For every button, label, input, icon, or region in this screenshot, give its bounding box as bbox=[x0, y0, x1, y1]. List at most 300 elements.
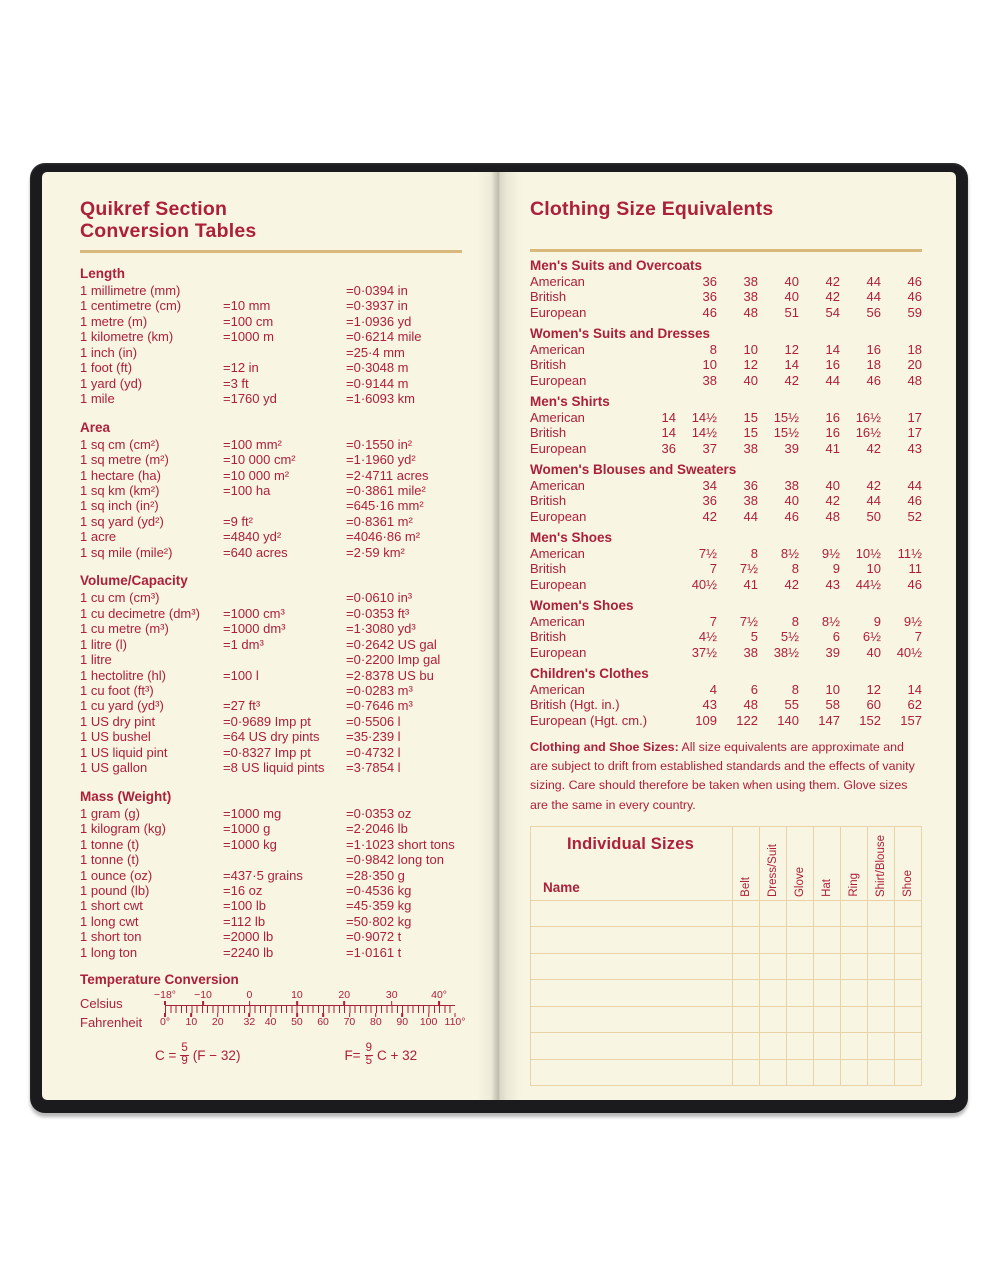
imperial-equivalent: =1·0936 yd bbox=[346, 313, 412, 329]
size-value: 9½ bbox=[903, 613, 922, 629]
imperial-equivalent: =1·1960 yd² bbox=[346, 452, 416, 468]
sizes-note bbox=[530, 738, 922, 815]
size-value: 43 bbox=[825, 576, 840, 592]
unit-label: 1 foot (ft) bbox=[80, 360, 133, 376]
size-value: 46 bbox=[702, 304, 717, 320]
imperial-equivalent: =0·9144 m bbox=[346, 375, 409, 391]
conversion-row bbox=[80, 590, 462, 605]
fraction bbox=[365, 1043, 373, 1067]
imperial-equivalent: =0·8361 m² bbox=[346, 513, 413, 529]
blank-size-cells bbox=[732, 901, 921, 927]
imperial-equivalent: =50·802 kg bbox=[346, 913, 412, 929]
size-value: 46 bbox=[784, 508, 799, 524]
blank-size-cell bbox=[894, 901, 921, 927]
unit-label: 1 short cwt bbox=[80, 898, 143, 914]
imperial-equivalent: =0·3861 mile² bbox=[346, 482, 426, 498]
fahrenheit-tick bbox=[186, 1013, 198, 1028]
metric-equivalent: =10 mm bbox=[223, 298, 271, 314]
size-section-heading: Men's Suits and Overcoats bbox=[530, 258, 703, 273]
size-value: 18 bbox=[866, 357, 881, 372]
fahrenheit-tick-label: 10 bbox=[185, 1016, 198, 1029]
size-value: 41 bbox=[825, 440, 840, 456]
size-value: 48 bbox=[743, 697, 758, 712]
conversion-row bbox=[80, 483, 462, 498]
size-section bbox=[530, 598, 922, 660]
region-label: American bbox=[530, 409, 585, 425]
gold-rule bbox=[80, 250, 462, 253]
blank-size-cell bbox=[894, 1033, 921, 1059]
blank-size-cell bbox=[759, 901, 786, 927]
imperial-equivalent: =0·4732 l bbox=[346, 744, 401, 760]
imperial-equivalent: =0·9842 long ton bbox=[346, 852, 444, 868]
size-value: 38 bbox=[743, 273, 758, 289]
size-values bbox=[676, 614, 922, 630]
fahrenheit-tick bbox=[291, 1013, 303, 1028]
size-section-heading: Women's Blouses and Sweaters bbox=[530, 462, 737, 477]
major-tick-mark bbox=[343, 1001, 345, 1005]
blank-size-cell bbox=[894, 1060, 921, 1086]
blank-size-cell bbox=[894, 980, 921, 1006]
size-row bbox=[530, 289, 922, 305]
size-section-heading: Women's Suits and Dresses bbox=[530, 326, 711, 341]
size-value: 38 bbox=[784, 477, 799, 493]
blank-size-cell bbox=[813, 1007, 840, 1033]
blank-size-cell bbox=[813, 901, 840, 927]
conversion-section bbox=[80, 789, 462, 961]
size-value: 7 bbox=[914, 629, 922, 644]
imperial-equivalent: =1·0161 t bbox=[346, 944, 402, 960]
size-value: 60 bbox=[866, 697, 881, 712]
unit-label: 1 sq metre (m²) bbox=[80, 452, 169, 468]
size-sections bbox=[530, 258, 922, 728]
blank-name-cell bbox=[531, 1060, 732, 1086]
unit-label: 1 kilogram (kg) bbox=[80, 821, 166, 837]
size-value: 18 bbox=[907, 341, 922, 357]
size-value: 7 bbox=[709, 561, 717, 576]
fraction-denominator: 5 bbox=[365, 1054, 372, 1067]
blank-name-cell bbox=[531, 954, 732, 980]
conversion-row bbox=[80, 514, 462, 529]
size-value: 8 bbox=[709, 341, 717, 357]
conversion-row bbox=[80, 806, 462, 821]
metric-equivalent: =112 lb bbox=[223, 913, 266, 929]
conversion-row bbox=[80, 345, 462, 360]
conversion-row bbox=[80, 621, 462, 636]
size-value: 40 bbox=[825, 477, 840, 493]
celsius-tick bbox=[246, 990, 252, 1005]
size-section bbox=[530, 462, 922, 524]
conversion-row bbox=[80, 298, 462, 313]
size-value: 36 bbox=[661, 440, 676, 456]
conversion-row bbox=[80, 714, 462, 729]
size-value: 11 bbox=[908, 561, 922, 576]
size-value: 59 bbox=[907, 304, 922, 320]
blank-size-cell bbox=[813, 1033, 840, 1059]
open-pages bbox=[42, 172, 956, 1100]
blank-size-cells bbox=[732, 1007, 921, 1033]
size-value: 9 bbox=[873, 613, 881, 629]
metric-equivalent: =16 oz bbox=[223, 882, 263, 898]
conversion-row bbox=[80, 760, 462, 775]
unit-label: 1 long ton bbox=[80, 944, 138, 960]
conversion-rows bbox=[80, 590, 462, 775]
size-value: 15½ bbox=[773, 409, 799, 425]
size-value: 43 bbox=[702, 697, 717, 712]
imperial-equivalent: =3·7854 l bbox=[346, 760, 401, 776]
fahrenheit-tick bbox=[396, 1013, 408, 1028]
size-value: 54 bbox=[825, 304, 840, 320]
blank-size-cell bbox=[840, 1060, 867, 1086]
size-value: 8½ bbox=[821, 613, 840, 629]
conversion-row bbox=[80, 698, 462, 713]
blank-entry-row bbox=[531, 900, 921, 927]
blank-size-cell bbox=[867, 1007, 894, 1033]
size-rows bbox=[530, 546, 922, 593]
unit-label: 1 US liquid pint bbox=[80, 744, 168, 760]
unit-label: 1 sq mile (mile²) bbox=[80, 544, 173, 560]
imperial-equivalent: =0·0283 m³ bbox=[346, 682, 413, 698]
conversion-row bbox=[80, 468, 462, 483]
size-values bbox=[635, 441, 922, 457]
size-column-header bbox=[759, 827, 786, 900]
major-tick-mark bbox=[202, 1001, 204, 1005]
unit-label: 1 millimetre (mm) bbox=[80, 283, 181, 298]
metric-equivalent bbox=[223, 852, 346, 867]
page-title-conversion-tables bbox=[80, 198, 462, 242]
unit-label: 1 inch (in) bbox=[80, 344, 138, 360]
conversion-row bbox=[80, 945, 462, 960]
conversion-row bbox=[80, 376, 462, 391]
conversion-rows bbox=[80, 806, 462, 961]
diary-cover bbox=[30, 163, 968, 1113]
unit-label: 1 hectare (ha) bbox=[80, 467, 161, 483]
imperial-equivalent: =35·239 l bbox=[346, 729, 401, 745]
blank-name-cell bbox=[531, 1033, 732, 1059]
size-row bbox=[530, 509, 922, 525]
unit-label: 1 cu yard (yd³) bbox=[80, 698, 164, 714]
size-rows bbox=[530, 478, 922, 525]
fahrenheit-tick-row bbox=[159, 1013, 466, 1031]
size-row bbox=[530, 697, 922, 713]
imperial-equivalent: =25·4 mm bbox=[346, 344, 405, 360]
blank-size-cell bbox=[840, 927, 867, 953]
unit-label: 1 litre bbox=[80, 652, 112, 668]
imperial-equivalent: =0·4536 kg bbox=[346, 882, 412, 898]
blank-size-cell bbox=[759, 1060, 786, 1086]
blank-size-cell bbox=[786, 901, 813, 927]
unit-label: 1 mile bbox=[80, 391, 115, 407]
size-value: 157 bbox=[900, 712, 922, 728]
size-section bbox=[530, 258, 922, 320]
metric-equivalent: =1 dm³ bbox=[223, 636, 264, 652]
size-values bbox=[635, 425, 922, 441]
blank-size-cell bbox=[759, 1033, 786, 1059]
unit-label: 1 acre bbox=[80, 529, 117, 545]
blank-size-cell bbox=[867, 927, 894, 953]
imperial-equivalent: =0·1550 in² bbox=[346, 436, 413, 452]
fahrenheit-tick-label: 0° bbox=[159, 1016, 171, 1029]
blank-size-cell bbox=[732, 1033, 759, 1059]
fahrenheit-tick bbox=[370, 1013, 382, 1028]
size-value: 44 bbox=[907, 477, 922, 493]
imperial-equivalent: =0·0353 ft³ bbox=[346, 605, 410, 621]
conversion-row bbox=[80, 452, 462, 467]
celsius-tick-label: 40° bbox=[431, 989, 447, 1002]
ruler-scale bbox=[153, 989, 466, 1031]
blank-size-cell bbox=[813, 927, 840, 953]
blank-size-cell bbox=[759, 954, 786, 980]
imperial-equivalent: =2·8378 US bu bbox=[346, 667, 434, 683]
unit-label: 1 cu cm (cm³) bbox=[80, 590, 160, 606]
blank-size-cell bbox=[732, 1007, 759, 1033]
blank-size-cell bbox=[840, 901, 867, 927]
fahrenheit-tick bbox=[445, 1013, 466, 1028]
size-row bbox=[530, 373, 922, 389]
unit-label: 1 gram (g) bbox=[80, 805, 140, 821]
conversion-row bbox=[80, 929, 462, 944]
fahrenheit-tick-label: 100 bbox=[419, 1016, 438, 1029]
conversion-row bbox=[80, 837, 462, 852]
size-value: 14½ bbox=[691, 425, 717, 440]
fraction-numerator: 5 bbox=[181, 1042, 188, 1055]
metric-equivalent: =1000 kg bbox=[223, 836, 277, 852]
celsius-tick bbox=[431, 990, 447, 1005]
size-rows bbox=[530, 614, 922, 661]
size-value: 10 bbox=[825, 681, 840, 697]
region-label: European bbox=[530, 644, 587, 660]
size-value: 122 bbox=[736, 712, 758, 728]
imperial-equivalent: =45·359 kg bbox=[346, 898, 412, 914]
size-section-heading: Women's Shoes bbox=[530, 598, 634, 613]
region-label: American bbox=[530, 273, 585, 289]
blank-size-cell bbox=[840, 1007, 867, 1033]
size-column-header bbox=[867, 827, 894, 900]
blank-size-cell bbox=[840, 954, 867, 980]
metric-equivalent bbox=[223, 283, 346, 298]
size-column-label: Dress/Suit bbox=[767, 843, 779, 897]
size-value: 56 bbox=[866, 304, 881, 320]
size-value: 9½ bbox=[821, 545, 840, 561]
size-row bbox=[530, 478, 922, 494]
section-heading: Length bbox=[80, 266, 125, 281]
size-row bbox=[530, 546, 922, 562]
metric-equivalent: =640 acres bbox=[223, 544, 288, 560]
region-label: European bbox=[530, 576, 587, 592]
metric-equivalent bbox=[223, 590, 346, 605]
size-value: 9 bbox=[832, 561, 840, 576]
size-value: 4 bbox=[709, 681, 717, 697]
size-value: 36 bbox=[702, 493, 717, 508]
size-row bbox=[530, 410, 922, 426]
region-label: British bbox=[530, 425, 567, 440]
size-column-header bbox=[840, 827, 867, 900]
size-value: 14½ bbox=[691, 409, 717, 425]
temperature-formulas bbox=[80, 1043, 462, 1067]
formula-rhs: (F − 32) bbox=[192, 1047, 241, 1063]
size-value: 6 bbox=[832, 629, 840, 644]
size-value: 38 bbox=[743, 493, 758, 508]
size-row bbox=[530, 682, 922, 698]
imperial-equivalent: =4046·86 m² bbox=[346, 529, 421, 545]
blank-size-cell bbox=[786, 927, 813, 953]
size-value: 12 bbox=[743, 357, 758, 372]
size-row bbox=[530, 561, 922, 577]
imperial-equivalent: =1·3080 yd³ bbox=[346, 621, 416, 637]
conversion-row bbox=[80, 852, 462, 867]
size-value: 15½ bbox=[773, 425, 799, 440]
celsius-tick-label: 30 bbox=[385, 989, 398, 1002]
conversion-section bbox=[80, 573, 462, 775]
size-values bbox=[676, 274, 922, 290]
size-value: 39 bbox=[825, 644, 840, 660]
size-value: 8 bbox=[791, 561, 799, 576]
size-value: 41 bbox=[743, 576, 758, 592]
size-value: 17 bbox=[907, 425, 922, 440]
size-row bbox=[530, 425, 922, 441]
blank-size-cell bbox=[867, 1060, 894, 1086]
size-value: 43 bbox=[907, 440, 922, 456]
size-value: 6½ bbox=[862, 629, 881, 644]
metric-equivalent bbox=[223, 683, 346, 698]
size-row bbox=[530, 629, 922, 645]
temperature-ruler bbox=[80, 989, 466, 1031]
size-value: 40½ bbox=[896, 644, 922, 660]
blank-size-cell bbox=[813, 954, 840, 980]
celsius-tick-label: 0 bbox=[246, 989, 253, 1002]
size-value: 38 bbox=[743, 440, 758, 456]
individual-sizes-rows bbox=[531, 900, 921, 1086]
size-values bbox=[635, 410, 922, 426]
size-value: 109 bbox=[695, 712, 717, 728]
metric-equivalent: =27 ft³ bbox=[223, 698, 261, 714]
region-label: British bbox=[530, 357, 567, 372]
formula-rhs: C + 32 bbox=[376, 1047, 418, 1063]
blank-entry-row bbox=[531, 1032, 921, 1059]
fahrenheit-tick bbox=[265, 1013, 277, 1028]
size-value: 40 bbox=[743, 372, 758, 388]
imperial-equivalent: =0·0394 in bbox=[346, 283, 408, 298]
imperial-equivalent: =0·3937 in bbox=[346, 298, 408, 314]
imperial-equivalent: =645·16 mm² bbox=[346, 498, 424, 514]
fahrenheit-tick bbox=[244, 1013, 256, 1028]
size-value: 7 bbox=[709, 613, 717, 629]
size-row bbox=[530, 357, 922, 373]
unit-label: 1 sq km (km²) bbox=[80, 482, 160, 498]
size-column-label: Shoe bbox=[902, 869, 914, 897]
blank-size-cell bbox=[759, 1007, 786, 1033]
size-rows bbox=[530, 682, 922, 729]
metric-equivalent: =3 ft bbox=[223, 375, 249, 391]
sizes-note-lead: Clothing and Shoe Sizes: bbox=[530, 740, 679, 754]
unit-label: 1 long cwt bbox=[80, 913, 139, 929]
size-values bbox=[676, 713, 922, 729]
size-section bbox=[530, 326, 922, 388]
size-value: 42 bbox=[825, 273, 840, 289]
unit-label: 1 cu foot (ft³) bbox=[80, 682, 154, 698]
size-value: 37 bbox=[702, 440, 717, 456]
size-value: 10½ bbox=[855, 545, 881, 561]
celsius-tick-label: 10 bbox=[291, 989, 303, 1002]
unit-label: 1 sq inch (in²) bbox=[80, 498, 159, 514]
region-label: British bbox=[530, 493, 567, 508]
size-row bbox=[530, 614, 922, 630]
size-value: 17 bbox=[907, 409, 922, 425]
size-rows bbox=[530, 274, 922, 321]
size-column-header bbox=[894, 827, 921, 900]
size-column-label: Hat bbox=[821, 878, 833, 897]
unit-label: 1 centimetre (cm) bbox=[80, 298, 182, 314]
fahrenheit-tick bbox=[344, 1013, 356, 1028]
metric-equivalent: =9 ft² bbox=[223, 513, 253, 529]
metric-equivalent: =10 000 m² bbox=[223, 467, 290, 483]
size-values bbox=[676, 357, 922, 373]
blank-size-cell bbox=[894, 927, 921, 953]
imperial-equivalent: =0·2200 Imp gal bbox=[346, 652, 441, 668]
size-values bbox=[676, 342, 922, 358]
major-tick-mark bbox=[249, 1001, 251, 1005]
unit-label: 1 cu metre (m³) bbox=[80, 621, 169, 637]
size-values bbox=[676, 682, 922, 698]
size-value: 8 bbox=[750, 545, 758, 561]
size-rows bbox=[530, 410, 922, 457]
conversion-row bbox=[80, 529, 462, 544]
conversion-row bbox=[80, 868, 462, 883]
blank-size-cells bbox=[732, 1060, 921, 1086]
size-value: 140 bbox=[777, 712, 799, 728]
size-value: 38 bbox=[702, 372, 717, 388]
size-value: 14 bbox=[907, 681, 922, 697]
conversion-row bbox=[80, 391, 462, 406]
size-value: 147 bbox=[818, 712, 840, 728]
size-column-headers bbox=[732, 827, 921, 900]
imperial-equivalent: =1·1023 short tons bbox=[346, 836, 455, 852]
fahrenheit-tick-label: 110° bbox=[444, 1016, 466, 1029]
size-value: 51 bbox=[784, 304, 799, 320]
conversion-row bbox=[80, 668, 462, 683]
formula-lhs: F= bbox=[344, 1047, 361, 1063]
size-value: 16½ bbox=[855, 409, 881, 425]
metric-equivalent: =8 US liquid pints bbox=[223, 760, 325, 776]
fahrenheit-tick-label: 80 bbox=[369, 1016, 382, 1029]
size-value: 20 bbox=[907, 357, 922, 372]
unit-label: 1 litre (l) bbox=[80, 636, 127, 652]
metric-equivalent: =100 ha bbox=[223, 482, 271, 498]
celsius-tick-label: −10 bbox=[194, 989, 212, 1002]
size-value: 14 bbox=[825, 341, 840, 357]
blank-name-cell bbox=[531, 901, 732, 927]
unit-label: 1 US gallon bbox=[80, 760, 148, 776]
size-value: 16 bbox=[825, 357, 840, 372]
size-values bbox=[676, 373, 922, 389]
size-value: 38½ bbox=[773, 644, 799, 660]
region-label: American bbox=[530, 681, 585, 697]
fahrenheit-tick bbox=[212, 1013, 224, 1028]
size-column-label: Ring bbox=[848, 873, 860, 897]
region-label: European bbox=[530, 372, 587, 388]
region-label: British bbox=[530, 629, 567, 644]
temperature-conversion-heading: Temperature Conversion bbox=[80, 972, 239, 988]
metric-equivalent: =100 cm bbox=[223, 313, 274, 329]
blank-entry-row bbox=[531, 979, 921, 1006]
size-rows bbox=[530, 342, 922, 389]
individual-sizes-title: Individual Sizes bbox=[567, 834, 694, 853]
blank-size-cell bbox=[759, 927, 786, 953]
size-value: 16 bbox=[825, 409, 840, 425]
unit-label: 1 yard (yd) bbox=[80, 375, 143, 391]
metric-equivalent: =1000 mg bbox=[223, 805, 282, 821]
imperial-equivalent: =0·5506 l bbox=[346, 713, 401, 729]
unit-label: 1 ounce (oz) bbox=[80, 867, 153, 883]
